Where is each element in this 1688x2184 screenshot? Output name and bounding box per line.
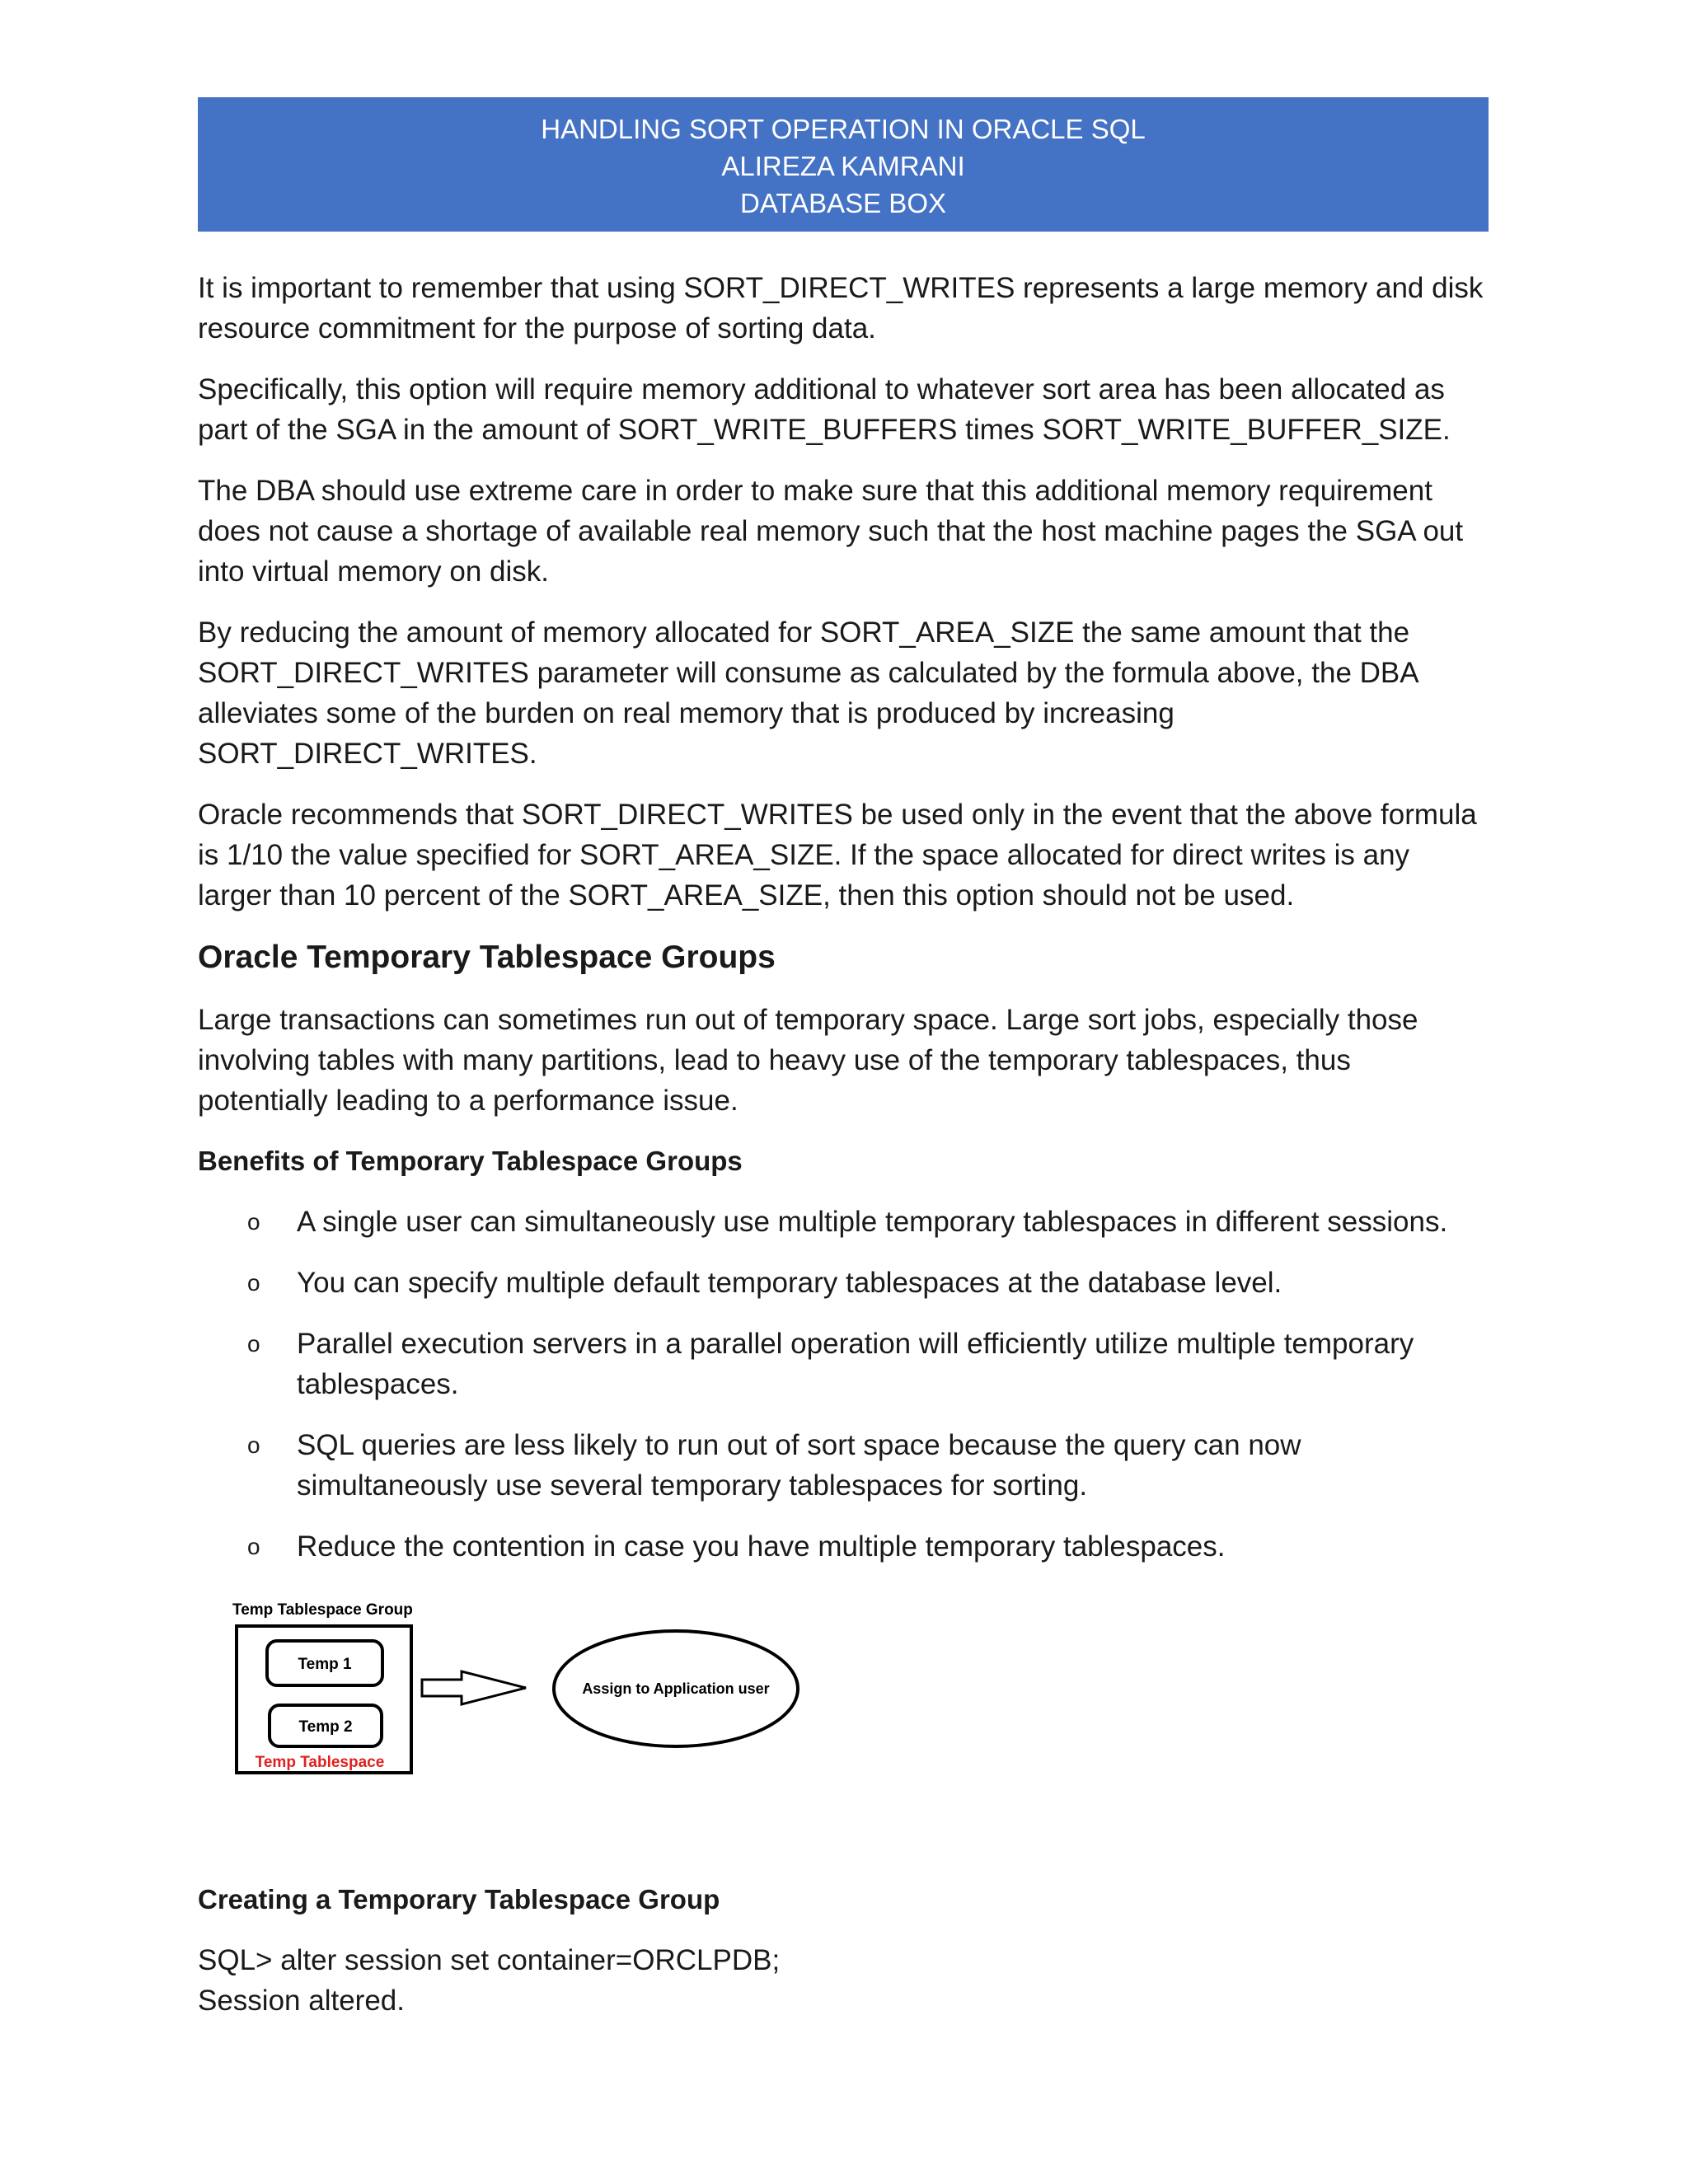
benefits-heading: Benefits of Temporary Tablespace Groups (198, 1146, 743, 1176)
header-author: ALIREZA KAMRANI (721, 151, 965, 181)
code-line-1: SQL> alter session set container=ORCLPDB; (198, 1944, 781, 1976)
document-header (198, 97, 1489, 232)
list-item (247, 1263, 1489, 1303)
section-intro: Large transactions can sometimes run out of temporary space. Large sort jobs, especially those involving tables with many partitions, lead to heavy use of the temporary tablespaces, thus potentially leading to a performance issue. (198, 1004, 1418, 1117)
tablespace-group-diagram (198, 1591, 1022, 1814)
bullet-marker: o (247, 1331, 260, 1357)
code-line-2: Session altered. (198, 1985, 405, 2017)
paragraph-3: The DBA should use extreme care in order to make sure that this additional memory requirement does not cause a shortage of available real memory such that the host machine pages the SGA out into virtual memory on disk. (198, 475, 1464, 588)
header-publisher: DATABASE BOX (739, 188, 946, 218)
temp1-label: Temp 1 (298, 1656, 352, 1673)
paragraph-4: By reducing the amount of memory allocated for SORT_AREA_SIZE the same amount that the SORT_DIRECT_WRITES parameter will consume as calculated by the formula above, the DBA alleviates some of the burden on real memory that is produced by increasing SORT_DIRECT_WRITES. (198, 616, 1418, 770)
target-label: Assign to Application user (582, 1680, 770, 1697)
tablespace-label: Temp Tablespace (255, 1754, 385, 1771)
list-item-text: You can specify multiple default temporary tablespaces at the database level. (297, 1267, 1282, 1299)
document-body (198, 268, 1489, 2021)
list-item-text: A single user can simultaneously use multiple temporary tablespaces in different sessions. (297, 1206, 1448, 1238)
list-item-text: SQL queries are less likely to run out of sort space because the query can now simultaneously use several temporary tablespaces for sorting. (297, 1429, 1301, 1502)
temp2-label: Temp 2 (298, 1718, 353, 1736)
paragraph-1: It is important to remember that using SORT_DIRECT_WRITES represents a large memory and disk resource commitment for the purpose of sorting data. (198, 272, 1484, 344)
list-item (247, 1324, 1489, 1404)
paragraph-2: Specifically, this option will require memory additional to whatever sort area has been allocated as part of the SGA in the amount of SORT_WRITE_BUFFERS times SORT_WRITE_BUFFER_SIZE. (198, 373, 1451, 446)
list-item-text: Reduce the contention in case you have multiple temporary tablespaces. (297, 1530, 1226, 1563)
group-label: Temp Tablespace Group (232, 1601, 413, 1619)
header-title: HANDLING SORT OPERATION IN ORACLE SQL (541, 114, 1146, 144)
benefits-list (247, 1202, 1489, 1567)
bullet-marker: o (247, 1534, 260, 1559)
list-item (247, 1202, 1489, 1242)
list-item (247, 1526, 1489, 1567)
sql-code-block (198, 1940, 1489, 2021)
arrow-right-icon (422, 1671, 526, 1704)
creating-heading: Creating a Temporary Tablespace Group (198, 1884, 720, 1915)
list-item (247, 1425, 1489, 1506)
bullet-marker: o (247, 1432, 260, 1458)
paragraph-5: Oracle recommends that SORT_DIRECT_WRITES be used only in the event that the above formula is 1/10 the value specified for SORT_AREA_SIZE. If the space allocated for direct writes is any larger than 10 percent of the SORT_AREA_SIZE, then this option should not be used. (198, 799, 1477, 912)
section-heading: Oracle Temporary Tablespace Groups (198, 940, 776, 975)
bullet-marker: o (247, 1270, 260, 1296)
list-item-text: Parallel execution servers in a parallel operation will efficiently utilize multiple temporary tablespaces. (297, 1328, 1414, 1400)
diagram-svg (198, 1591, 1022, 1814)
bullet-marker: o (247, 1209, 260, 1235)
